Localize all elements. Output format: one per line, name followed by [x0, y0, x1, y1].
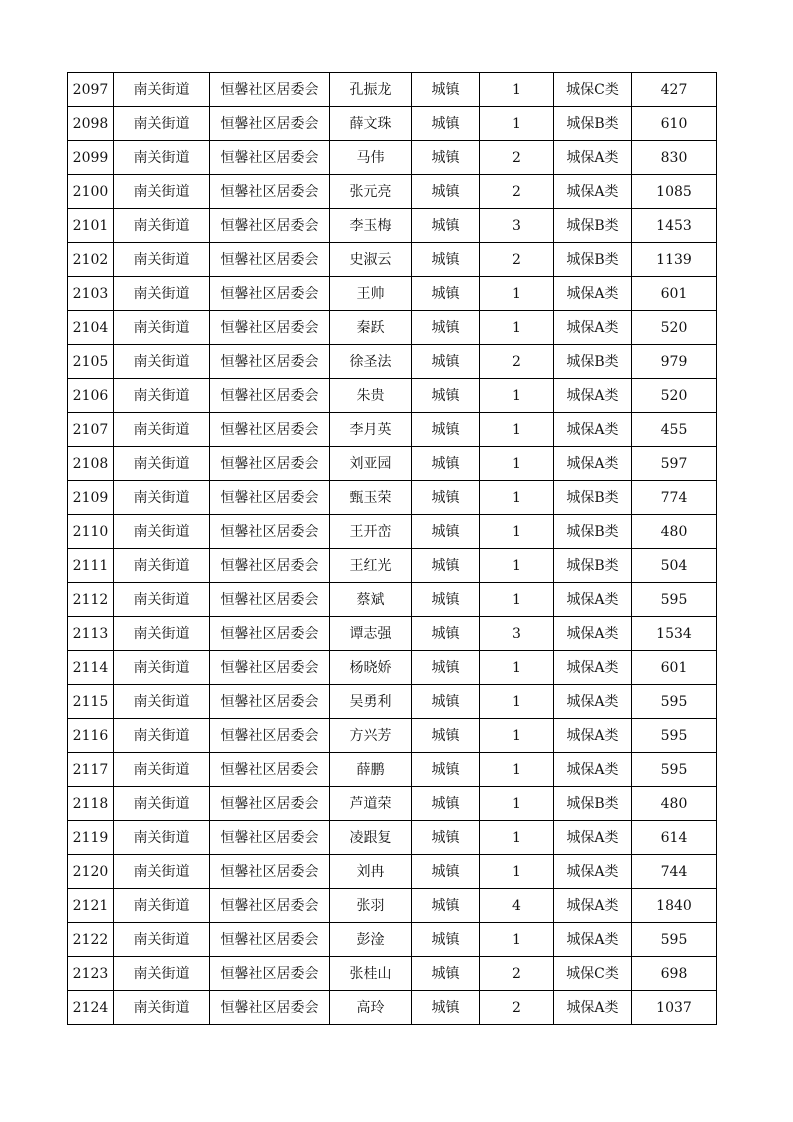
table-body: [68, 73, 717, 1025]
area-cell: 城镇: [412, 447, 480, 481]
table-row: [68, 413, 717, 447]
row-id-cell: 2099: [68, 141, 114, 175]
street-cell: 南关街道: [114, 243, 210, 277]
category-cell: 城保A类: [554, 991, 632, 1025]
street-cell: 南关街道: [114, 277, 210, 311]
table-row: [68, 141, 717, 175]
name-cell: 高玲: [330, 991, 412, 1025]
community-cell: 恒馨社区居委会: [210, 379, 330, 413]
community-cell: 恒馨社区居委会: [210, 923, 330, 957]
name-cell: 王帅: [330, 277, 412, 311]
name-cell: 张羽: [330, 889, 412, 923]
row-id-cell: 2111: [68, 549, 114, 583]
table-row: [68, 719, 717, 753]
street-cell: 南关街道: [114, 719, 210, 753]
street-cell: 南关街道: [114, 753, 210, 787]
name-cell: 彭淦: [330, 923, 412, 957]
household-count-cell: 2: [480, 175, 554, 209]
name-cell: 史淑云: [330, 243, 412, 277]
row-id-cell: 2121: [68, 889, 114, 923]
category-cell: 城保B类: [554, 107, 632, 141]
table-row: [68, 345, 717, 379]
row-id-cell: 2102: [68, 243, 114, 277]
area-cell: 城镇: [412, 787, 480, 821]
community-cell: 恒馨社区居委会: [210, 447, 330, 481]
amount-cell: 1037: [632, 991, 717, 1025]
household-count-cell: 1: [480, 583, 554, 617]
street-cell: 南关街道: [114, 447, 210, 481]
area-cell: 城镇: [412, 141, 480, 175]
household-count-cell: 4: [480, 889, 554, 923]
row-id-cell: 2114: [68, 651, 114, 685]
community-cell: 恒馨社区居委会: [210, 991, 330, 1025]
amount-cell: 1085: [632, 175, 717, 209]
category-cell: 城保A类: [554, 821, 632, 855]
area-cell: 城镇: [412, 889, 480, 923]
row-id-cell: 2124: [68, 991, 114, 1025]
community-cell: 恒馨社区居委会: [210, 685, 330, 719]
category-cell: 城保A类: [554, 719, 632, 753]
household-count-cell: 2: [480, 141, 554, 175]
area-cell: 城镇: [412, 685, 480, 719]
amount-cell: 520: [632, 311, 717, 345]
household-count-cell: 2: [480, 345, 554, 379]
community-cell: 恒馨社区居委会: [210, 617, 330, 651]
area-cell: 城镇: [412, 515, 480, 549]
table-row: [68, 821, 717, 855]
row-id-cell: 2117: [68, 753, 114, 787]
name-cell: 凌跟复: [330, 821, 412, 855]
street-cell: 南关街道: [114, 481, 210, 515]
name-cell: 李月英: [330, 413, 412, 447]
household-count-cell: 1: [480, 651, 554, 685]
amount-cell: 595: [632, 753, 717, 787]
name-cell: 李玉梅: [330, 209, 412, 243]
name-cell: 吴勇利: [330, 685, 412, 719]
name-cell: 芦道荣: [330, 787, 412, 821]
household-count-cell: 2: [480, 243, 554, 277]
amount-cell: 610: [632, 107, 717, 141]
household-count-cell: 1: [480, 719, 554, 753]
household-count-cell: 1: [480, 311, 554, 345]
category-cell: 城保A类: [554, 583, 632, 617]
area-cell: 城镇: [412, 957, 480, 991]
name-cell: 秦跃: [330, 311, 412, 345]
street-cell: 南关街道: [114, 209, 210, 243]
row-id-cell: 2110: [68, 515, 114, 549]
table-row: [68, 549, 717, 583]
street-cell: 南关街道: [114, 787, 210, 821]
category-cell: 城保A类: [554, 379, 632, 413]
community-cell: 恒馨社区居委会: [210, 821, 330, 855]
community-cell: 恒馨社区居委会: [210, 243, 330, 277]
row-id-cell: 2100: [68, 175, 114, 209]
table-row: [68, 685, 717, 719]
amount-cell: 595: [632, 719, 717, 753]
amount-cell: 595: [632, 923, 717, 957]
amount-cell: 614: [632, 821, 717, 855]
amount-cell: 1840: [632, 889, 717, 923]
area-cell: 城镇: [412, 821, 480, 855]
household-count-cell: 1: [480, 753, 554, 787]
amount-cell: 1139: [632, 243, 717, 277]
street-cell: 南关街道: [114, 413, 210, 447]
table-row: [68, 107, 717, 141]
name-cell: 杨晓娇: [330, 651, 412, 685]
community-cell: 恒馨社区居委会: [210, 107, 330, 141]
street-cell: 南关街道: [114, 651, 210, 685]
household-count-cell: 1: [480, 515, 554, 549]
amount-cell: 595: [632, 685, 717, 719]
row-id-cell: 2107: [68, 413, 114, 447]
area-cell: 城镇: [412, 345, 480, 379]
table-row: [68, 889, 717, 923]
area-cell: 城镇: [412, 175, 480, 209]
household-count-cell: 1: [480, 277, 554, 311]
amount-cell: 698: [632, 957, 717, 991]
category-cell: 城保B类: [554, 549, 632, 583]
area-cell: 城镇: [412, 379, 480, 413]
street-cell: 南关街道: [114, 889, 210, 923]
category-cell: 城保A类: [554, 413, 632, 447]
name-cell: 朱贵: [330, 379, 412, 413]
area-cell: 城镇: [412, 991, 480, 1025]
category-cell: 城保A类: [554, 617, 632, 651]
street-cell: 南关街道: [114, 515, 210, 549]
household-count-cell: 1: [480, 855, 554, 889]
street-cell: 南关街道: [114, 345, 210, 379]
amount-cell: 504: [632, 549, 717, 583]
category-cell: 城保A类: [554, 651, 632, 685]
street-cell: 南关街道: [114, 991, 210, 1025]
name-cell: 张桂山: [330, 957, 412, 991]
household-count-cell: 1: [480, 549, 554, 583]
row-id-cell: 2115: [68, 685, 114, 719]
category-cell: 城保A类: [554, 855, 632, 889]
household-count-cell: 1: [480, 685, 554, 719]
household-count-cell: 2: [480, 957, 554, 991]
community-cell: 恒馨社区居委会: [210, 583, 330, 617]
area-cell: 城镇: [412, 617, 480, 651]
amount-cell: 979: [632, 345, 717, 379]
amount-cell: 455: [632, 413, 717, 447]
table-row: [68, 855, 717, 889]
row-id-cell: 2097: [68, 73, 114, 107]
table-row: [68, 379, 717, 413]
row-id-cell: 2113: [68, 617, 114, 651]
community-cell: 恒馨社区居委会: [210, 753, 330, 787]
table-row: [68, 923, 717, 957]
street-cell: 南关街道: [114, 549, 210, 583]
street-cell: 南关街道: [114, 617, 210, 651]
row-id-cell: 2109: [68, 481, 114, 515]
category-cell: 城保A类: [554, 277, 632, 311]
name-cell: 刘冉: [330, 855, 412, 889]
category-cell: 城保C类: [554, 957, 632, 991]
name-cell: 刘亚园: [330, 447, 412, 481]
category-cell: 城保A类: [554, 685, 632, 719]
community-cell: 恒馨社区居委会: [210, 209, 330, 243]
category-cell: 城保B类: [554, 515, 632, 549]
amount-cell: 480: [632, 787, 717, 821]
area-cell: 城镇: [412, 413, 480, 447]
street-cell: 南关街道: [114, 141, 210, 175]
table-row: [68, 175, 717, 209]
table-row: [68, 957, 717, 991]
area-cell: 城镇: [412, 243, 480, 277]
street-cell: 南关街道: [114, 73, 210, 107]
category-cell: 城保A类: [554, 889, 632, 923]
community-cell: 恒馨社区居委会: [210, 277, 330, 311]
table-row: [68, 753, 717, 787]
household-count-cell: 1: [480, 481, 554, 515]
community-cell: 恒馨社区居委会: [210, 889, 330, 923]
table-row: [68, 447, 717, 481]
household-count-cell: 1: [480, 379, 554, 413]
street-cell: 南关街道: [114, 685, 210, 719]
community-cell: 恒馨社区居委会: [210, 311, 330, 345]
amount-cell: 830: [632, 141, 717, 175]
category-cell: 城保A类: [554, 447, 632, 481]
area-cell: 城镇: [412, 855, 480, 889]
row-id-cell: 2108: [68, 447, 114, 481]
table-row: [68, 651, 717, 685]
area-cell: 城镇: [412, 923, 480, 957]
table-row: [68, 617, 717, 651]
name-cell: 甄玉荣: [330, 481, 412, 515]
community-cell: 恒馨社区居委会: [210, 413, 330, 447]
name-cell: 王红光: [330, 549, 412, 583]
table-row: [68, 991, 717, 1025]
area-cell: 城镇: [412, 209, 480, 243]
name-cell: 王开峦: [330, 515, 412, 549]
amount-cell: 774: [632, 481, 717, 515]
table-row: [68, 209, 717, 243]
household-count-cell: 1: [480, 821, 554, 855]
community-cell: 恒馨社区居委会: [210, 73, 330, 107]
name-cell: 张元亮: [330, 175, 412, 209]
table-row: [68, 277, 717, 311]
household-count-cell: 1: [480, 413, 554, 447]
street-cell: 南关街道: [114, 175, 210, 209]
row-id-cell: 2098: [68, 107, 114, 141]
amount-cell: 601: [632, 651, 717, 685]
name-cell: 蔡斌: [330, 583, 412, 617]
area-cell: 城镇: [412, 753, 480, 787]
table-row: [68, 243, 717, 277]
name-cell: 薛文珠: [330, 107, 412, 141]
amount-cell: 1453: [632, 209, 717, 243]
amount-cell: 427: [632, 73, 717, 107]
area-cell: 城镇: [412, 583, 480, 617]
community-cell: 恒馨社区居委会: [210, 651, 330, 685]
row-id-cell: 2118: [68, 787, 114, 821]
row-id-cell: 2112: [68, 583, 114, 617]
amount-cell: 595: [632, 583, 717, 617]
street-cell: 南关街道: [114, 855, 210, 889]
household-count-cell: 1: [480, 787, 554, 821]
category-cell: 城保B类: [554, 787, 632, 821]
community-cell: 恒馨社区居委会: [210, 957, 330, 991]
street-cell: 南关街道: [114, 821, 210, 855]
street-cell: 南关街道: [114, 379, 210, 413]
street-cell: 南关街道: [114, 311, 210, 345]
row-id-cell: 2122: [68, 923, 114, 957]
amount-cell: 520: [632, 379, 717, 413]
row-id-cell: 2123: [68, 957, 114, 991]
area-cell: 城镇: [412, 719, 480, 753]
area-cell: 城镇: [412, 311, 480, 345]
roster-table: [67, 72, 717, 1025]
row-id-cell: 2116: [68, 719, 114, 753]
household-count-cell: 1: [480, 73, 554, 107]
row-id-cell: 2119: [68, 821, 114, 855]
amount-cell: 601: [632, 277, 717, 311]
community-cell: 恒馨社区居委会: [210, 345, 330, 379]
category-cell: 城保C类: [554, 73, 632, 107]
category-cell: 城保B类: [554, 345, 632, 379]
household-count-cell: 2: [480, 991, 554, 1025]
street-cell: 南关街道: [114, 583, 210, 617]
table-row: [68, 481, 717, 515]
community-cell: 恒馨社区居委会: [210, 141, 330, 175]
community-cell: 恒馨社区居委会: [210, 481, 330, 515]
row-id-cell: 2105: [68, 345, 114, 379]
household-count-cell: 3: [480, 209, 554, 243]
name-cell: 马伟: [330, 141, 412, 175]
community-cell: 恒馨社区居委会: [210, 515, 330, 549]
community-cell: 恒馨社区居委会: [210, 855, 330, 889]
name-cell: 孔振龙: [330, 73, 412, 107]
amount-cell: 480: [632, 515, 717, 549]
table-row: [68, 583, 717, 617]
row-id-cell: 2104: [68, 311, 114, 345]
area-cell: 城镇: [412, 549, 480, 583]
table-row: [68, 73, 717, 107]
street-cell: 南关街道: [114, 957, 210, 991]
street-cell: 南关街道: [114, 107, 210, 141]
amount-cell: 744: [632, 855, 717, 889]
household-count-cell: 3: [480, 617, 554, 651]
category-cell: 城保A类: [554, 175, 632, 209]
table-row: [68, 515, 717, 549]
amount-cell: 597: [632, 447, 717, 481]
row-id-cell: 2120: [68, 855, 114, 889]
row-id-cell: 2101: [68, 209, 114, 243]
area-cell: 城镇: [412, 277, 480, 311]
area-cell: 城镇: [412, 481, 480, 515]
area-cell: 城镇: [412, 107, 480, 141]
area-cell: 城镇: [412, 73, 480, 107]
category-cell: 城保A类: [554, 311, 632, 345]
category-cell: 城保B类: [554, 481, 632, 515]
community-cell: 恒馨社区居委会: [210, 787, 330, 821]
name-cell: 方兴芳: [330, 719, 412, 753]
category-cell: 城保B类: [554, 243, 632, 277]
street-cell: 南关街道: [114, 923, 210, 957]
name-cell: 薛鹏: [330, 753, 412, 787]
area-cell: 城镇: [412, 651, 480, 685]
row-id-cell: 2106: [68, 379, 114, 413]
household-count-cell: 1: [480, 107, 554, 141]
community-cell: 恒馨社区居委会: [210, 175, 330, 209]
row-id-cell: 2103: [68, 277, 114, 311]
table-row: [68, 311, 717, 345]
category-cell: 城保A类: [554, 141, 632, 175]
name-cell: 谭志强: [330, 617, 412, 651]
category-cell: 城保A类: [554, 753, 632, 787]
name-cell: 徐圣法: [330, 345, 412, 379]
category-cell: 城保A类: [554, 923, 632, 957]
household-count-cell: 1: [480, 447, 554, 481]
community-cell: 恒馨社区居委会: [210, 719, 330, 753]
category-cell: 城保B类: [554, 209, 632, 243]
community-cell: 恒馨社区居委会: [210, 549, 330, 583]
table-row: [68, 787, 717, 821]
amount-cell: 1534: [632, 617, 717, 651]
household-count-cell: 1: [480, 923, 554, 957]
